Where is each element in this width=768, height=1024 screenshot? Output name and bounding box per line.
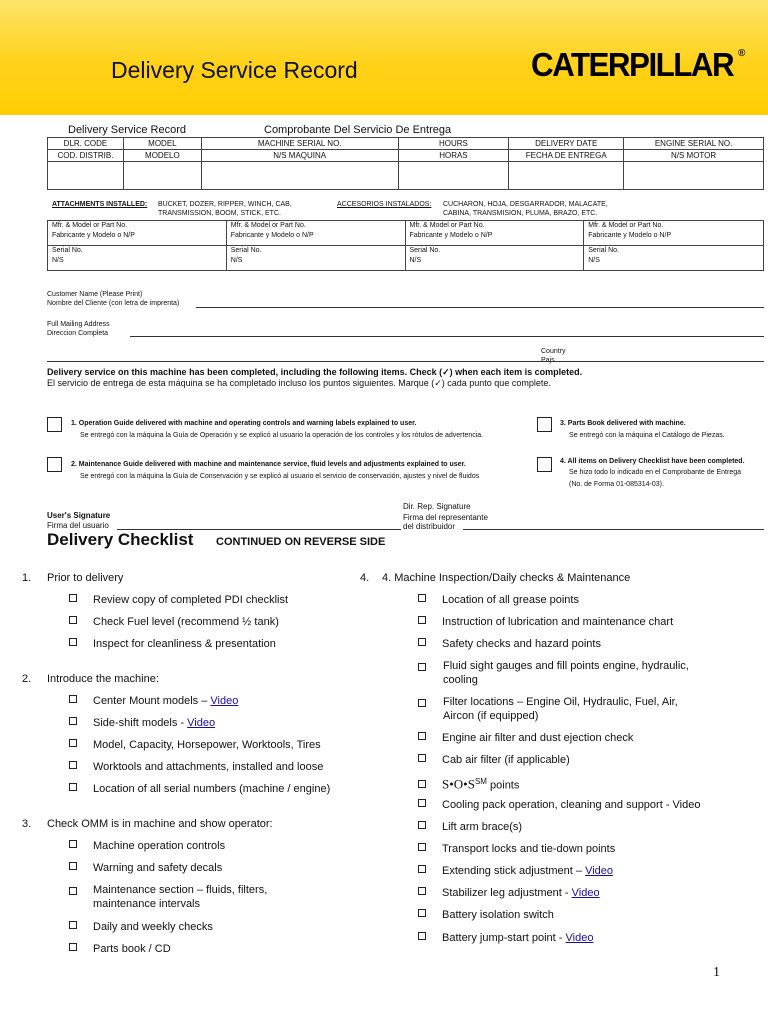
item3-es: Se entregó con la máquina el Catálogo de Piezas. [569,432,725,439]
country-line[interactable] [47,361,764,362]
list-item[interactable]: Machine operation controls [69,839,225,853]
statement-en: Delivery service on this machine has been completed, including the following items. Check (✓) when each item is completed. [47,367,583,377]
checkbox-icon [418,638,426,646]
form-title-en: Delivery Service Record [68,124,186,136]
mfr-cell-4[interactable]: Mfr. & Model or Part No. Fabricante y Modelo o N/P [584,221,764,246]
checkbox-icon [418,663,426,671]
machine-info-table [47,137,764,190]
checkbox-icon [418,594,426,602]
col-machine-serial-es: N/S MAQUINA [201,150,398,162]
mfr-cell-1[interactable]: Mfr. & Model or Part No. Fabricante y Modelo o N/P [48,221,227,246]
checkbox-icon [418,843,426,851]
user-signature-label-es: Firma del usuario [47,521,109,530]
item2-en: 2. Maintenance Guide delivered with machine and maintenance service, fluid levels and adjustments explained to user. [71,461,466,468]
item3-checkbox[interactable] [537,417,552,432]
mfr-cell-3[interactable]: Mfr. & Model or Part No. Fabricante y Modelo o N/P [405,221,584,246]
customer-label-es: Nombre del Cliente (con letra de imprenta) [47,300,180,307]
country-label-en: Country [541,348,566,355]
delivery-date-input[interactable] [509,162,624,190]
item1-en: 1. Operation Guide delivered with machine and operating controls and warning labels explained to user. [71,420,417,427]
checkbox-icon [69,739,77,747]
checkbox-icon [69,783,77,791]
col-hours: HOURS [398,138,509,150]
engine-serial-input[interactable] [624,162,764,190]
item3-en: 3. Parts Book delivered with machine. [560,420,686,427]
attachments-list-es: CUCHARON, HOJA, DESGARRADOR, MALACATE, CABINA, TRANSMISION, PLUMA, BRAZO, ETC. [443,201,608,217]
item4-checkbox[interactable] [537,457,552,472]
col-delivery-date: DELIVERY DATE [509,138,624,150]
page-number: 1 [713,965,720,980]
list-item[interactable]: Review copy of completed PDI checklist [69,593,288,607]
list-item[interactable]: Model, Capacity, Horsepower, Worktools, Tires [69,738,321,752]
checkbox-icon [69,638,77,646]
customer-label-en: Customer Name (Please Print) [47,291,143,298]
col-delivery-date-es: FECHA DE ENTREGA [509,150,624,162]
list-item[interactable]: S•O•S℠ points [418,775,519,793]
list-item[interactable]: Fluid sight gauges and fill points engine, hydraulic, cooling [418,659,708,687]
checkbox-icon [69,616,77,624]
checkbox-icon [418,932,426,940]
col-dlr-code-es: COD. DISTRIB. [48,150,124,162]
side-shift-video-link[interactable]: Video [187,717,216,729]
attachments-label-en: ATTACHMENTS INSTALLED: [52,201,148,208]
checkbox-icon [418,699,426,707]
page-title: Delivery Service Record [111,57,358,83]
hours-input[interactable] [398,162,509,190]
caterpillar-logo: CATERPILLAR [531,46,734,83]
item1-es: Se entregó con la máquina la Guía de Operación y se explicó al usuario la operación de los controles y los rótulos de advertencia. [80,432,484,439]
list-item[interactable]: Battery isolation switch [418,908,554,922]
checkbox-icon [69,887,77,895]
col-model-es: MODELO [123,150,201,162]
list-item[interactable]: Center Mount models – Video [69,694,238,708]
list-item[interactable]: Battery jump-start point - Video [418,931,593,945]
section2-number: 2. [22,673,32,685]
item2-checkbox[interactable] [47,457,62,472]
checklist-subtitle: CONTINUED ON REVERSE SIDE [216,536,386,548]
address-label-en: Full Mailing Address [47,321,110,328]
checkbox-icon [418,754,426,762]
list-item[interactable]: Maintenance section – fluids, filters, maintenance intervals [69,883,329,911]
list-item[interactable]: Warning and safety decals [69,861,222,875]
col-dlr-code: DLR. CODE [48,138,124,150]
col-hours-es: HORAS [398,150,509,162]
list-item[interactable]: Side-shift models - Video [69,716,215,730]
battery-jump-start-video-link[interactable]: Video [565,932,594,944]
checkbox-icon [418,909,426,917]
list-item[interactable]: Extending stick adjustment – Video [418,864,613,878]
model-input[interactable] [123,162,201,190]
stabilizer-leg-video-link[interactable]: Video [571,887,600,899]
list-item[interactable]: Inspect for cleanliness & presentation [69,637,276,651]
item2-es: Se entregó con la máquina la Guía de Conservación y se explicó al usuario el servicio de conservación, ajustes y nivel de fluidos [80,473,480,480]
address-line[interactable] [130,336,764,337]
registered-mark: ® [738,48,746,59]
col-machine-serial: MACHINE SERIAL NO. [201,138,398,150]
address-label-es: Direccion Completa [47,330,109,337]
list-item[interactable]: Stabilizer leg adjustment - Video [418,886,600,900]
dealer-signature-label-en: Dir. Rep. Signature [403,502,471,511]
list-item[interactable]: Instruction of lubrication and maintenance chart [418,615,673,629]
list-item[interactable]: Parts book / CD [69,942,171,956]
serial-cell-4[interactable]: Serial No. N/S [584,246,764,271]
section2-title: Introduce the machine: [47,673,159,685]
checkbox-icon [418,799,426,807]
list-item[interactable]: Check Fuel level (recommend ½ tank) [69,615,279,629]
list-item[interactable]: Engine air filter and dust ejection check [418,731,633,745]
list-item[interactable]: Transport locks and tie-down points [418,842,615,856]
list-item[interactable]: Cab air filter (if applicable) [418,753,570,767]
serial-cell-3[interactable]: Serial No. N/S [405,246,584,271]
extending-stick-video-link[interactable]: Video [585,865,614,877]
checkbox-icon [418,616,426,624]
section3-number: 3. [22,818,32,830]
checkbox-icon [418,821,426,829]
section1-number: 1. [22,572,32,584]
dlr-code-input[interactable] [48,162,124,190]
list-item[interactable]: Cooling pack operation, cleaning and support - Video [418,798,700,812]
country-label-es: Pajs [541,357,555,364]
list-item[interactable]: Safety checks and hazard points [418,637,601,651]
attachments-label-es: ACCESORIOS INSTALADOS: [337,201,432,208]
center-mount-video-link[interactable]: Video [210,695,239,707]
checkbox-icon [418,865,426,873]
list-item[interactable]: Lift arm brace(s) [418,820,522,834]
list-item[interactable]: Daily and weekly checks [69,920,213,934]
item4-es-form: (No. de Forma 01-085314-03). [569,481,664,488]
col-engine-serial-es: N/S MOTOR [624,150,764,162]
list-item[interactable]: Location of all serial numbers (machine / engine) [69,782,330,796]
machine-serial-input[interactable] [201,162,398,190]
attachments-table [47,220,764,271]
mfr-cell-2[interactable]: Mfr. & Model or Part No. Fabricante y Modelo o N/P [226,221,405,246]
checkbox-icon [69,717,77,725]
customer-name-line[interactable] [196,307,764,308]
section3-title: Check OMM is in machine and show operator: [47,818,273,830]
checkbox-icon [418,780,426,788]
checkbox-icon [69,862,77,870]
form-title-es: Comprobante Del Servicio De Entrega [264,124,452,136]
list-item[interactable]: Location of all grease points [418,593,579,607]
section4-number: 4. [360,572,370,584]
checkbox-icon [69,921,77,929]
dealer-signature-label-es2: del distribuidor [403,522,456,531]
attachments-list-en: BUCKET, DOZER, RIPPER, WINCH, CAB, TRANSMISSION, BOOM, STICK, ETC. [158,201,292,217]
item4-en: 4. All items on Delivery Checklist have been completed. [560,458,745,465]
col-engine-serial: ENGINE SERIAL NO. [624,138,764,150]
checkbox-icon [69,695,77,703]
checkbox-icon [418,887,426,895]
checklist-title: Delivery Checklist [47,530,194,549]
checkbox-icon [69,840,77,848]
checkbox-icon [69,594,77,602]
item4-es: Se hizo todo lo indicado en el Comprobante de Entrega [569,469,742,476]
section1-title: Prior to delivery [47,572,124,584]
dealer-signature-line[interactable] [463,529,764,530]
item1-checkbox[interactable] [47,417,62,432]
col-model: MODEL [123,138,201,150]
serial-cell-1[interactable]: Serial No. N/S [48,246,227,271]
dealer-signature-label-es1: Firma del representante [403,513,488,522]
section4-title: 4. Machine Inspection/Daily checks & Maintenance [382,572,631,584]
list-item[interactable]: Worktools and attachments, installed and loose [69,760,323,774]
serial-cell-2[interactable]: Serial No. N/S [226,246,405,271]
user-signature-label-en: User's Signature [47,511,111,520]
checkbox-icon [418,732,426,740]
checkbox-icon [69,943,77,951]
checkbox-icon [69,761,77,769]
list-item[interactable]: Filter locations – Engine Oil, Hydraulic, Fuel, Air, Aircon (if equipped) [418,695,708,723]
statement-es: El servicio de entrega de esta máquina se ha completado incluso los puntos siguientes. Marque (✓) cada punto que complete. [47,378,551,388]
